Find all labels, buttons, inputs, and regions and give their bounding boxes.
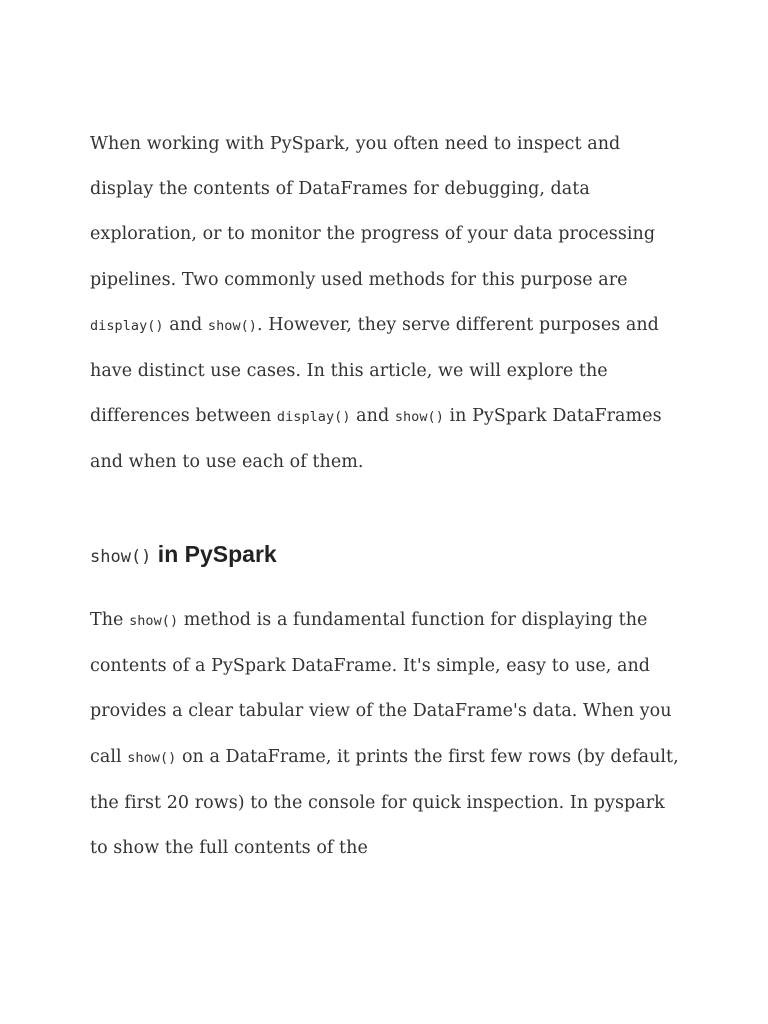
section-heading [90,534,277,577]
intro-text-4: and [350,406,395,427]
intro-text-5: in PySpark DataFrames and when to use each of them. [90,406,662,473]
heading-text: in PySpark [151,541,277,567]
intro-text-1: When working with PySpark, you often need to inspect and display the contents of DataFrames for debugging, data exploration, or to monitor the progress of your data processing pipelines. Two commonly used methods for this purpose are [90,134,656,290]
intro-text-3: . However, they serve different purposes and have distinct use cases. In this article, we will explore the differences between [90,314,659,427]
intro-text-2: and [163,314,208,335]
inline-code-display: display() [276,409,351,426]
inline-code-show: show() [207,317,257,334]
inline-code-show: show() [394,409,444,426]
section-text-3: on a DataFrame, it prints the first few rows (by default, the first 20 rows) to the console for quick inspection. In pyspark to show the full contents of the [90,746,679,859]
section-text-2: method is a fundamental function for displaying the contents of a PySpark DataFrame. It's simple, easy to use, and provides a clear tabular view of the DataFrame's data. When you call [90,610,672,767]
heading-code: show() [90,547,152,567]
article-body [90,122,680,859]
section-paragraph [90,598,680,871]
inline-code-display: display() [90,317,164,334]
inline-code-show: show() [127,749,177,766]
section-text-1: The [90,610,130,630]
inline-code-show: show() [129,613,179,629]
intro-paragraph [90,122,680,486]
